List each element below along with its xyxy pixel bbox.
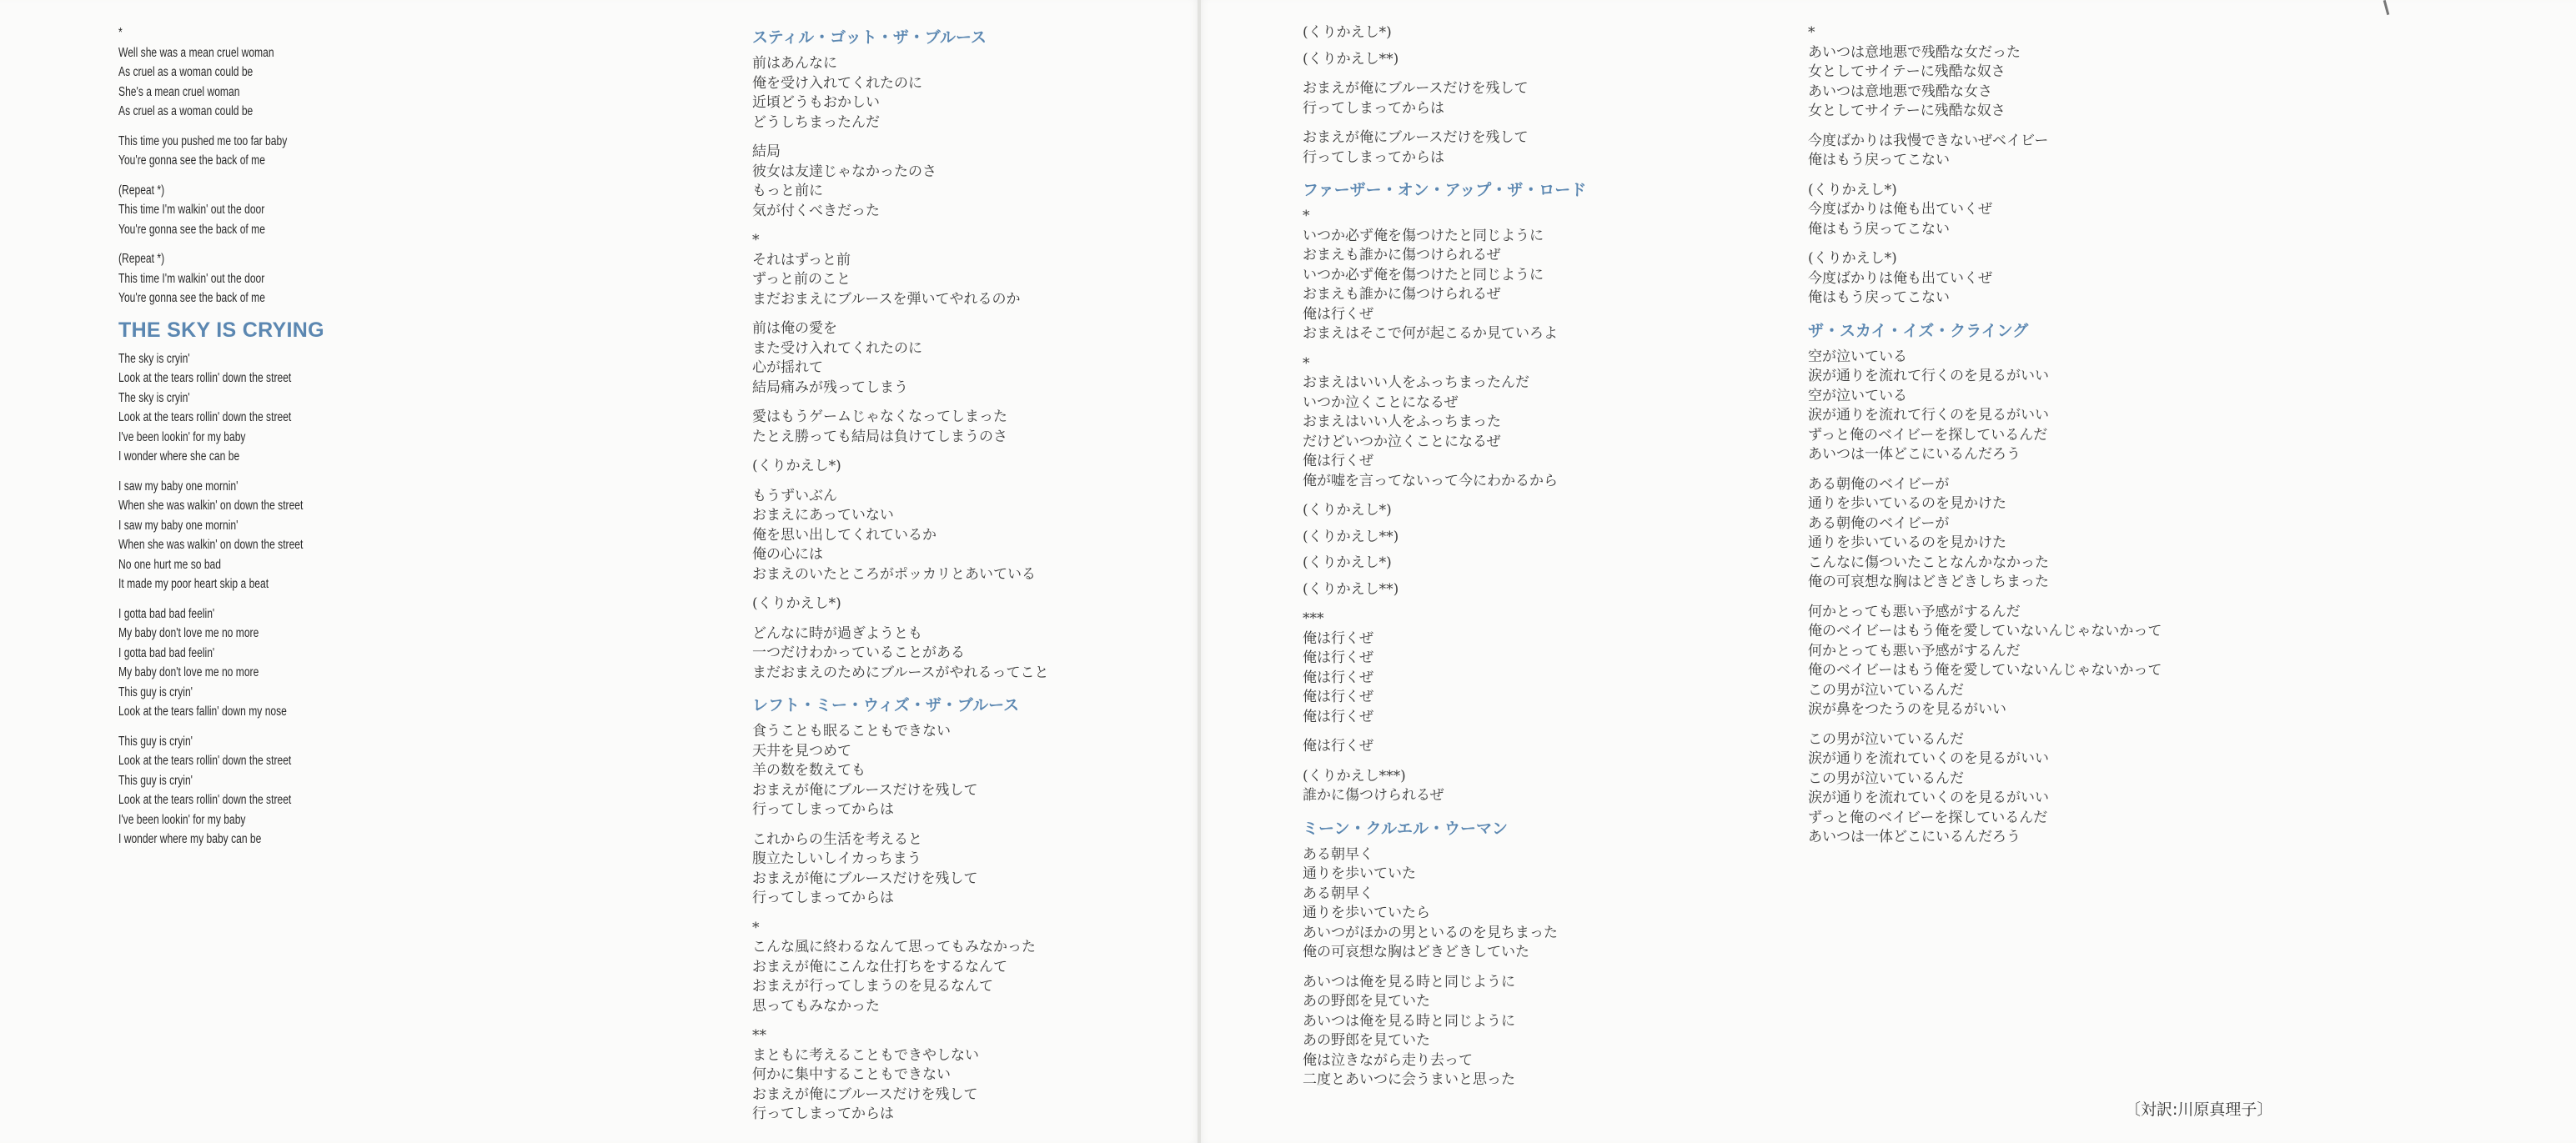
lyric-line: どんなに時が過ぎようとも: [752, 624, 922, 642]
lyric-line: ある朝俺のベイビーが: [1808, 475, 1950, 493]
lyric-line: あいつがほかの男といるのを見ちまった: [1303, 924, 1558, 941]
verse: [118, 249, 585, 308]
lyric-line: いつか必ず俺を傷つけたと同じように: [1303, 266, 1544, 283]
lyric-line: もっと前に: [752, 183, 823, 199]
lyric-line: 何かに集中することもできない: [752, 1066, 951, 1083]
verse: [1303, 767, 1770, 806]
lyric-line: I saw my baby one mornin': [118, 518, 239, 533]
lyric-line: 行ってしまってからは: [752, 890, 894, 906]
lyric-line: おまえが俺にブルースだけを残して: [1303, 129, 1529, 146]
lyric-line: 何かとっても悪い予感がするんだ: [1808, 603, 2021, 620]
lyric-line: (くりかえし***): [1303, 767, 1406, 785]
lyric-line: あいつは一体どこにいるんだろう: [1808, 829, 2021, 845]
lyric-line: 涙が鼻をつたうのを見るがいい: [1808, 701, 2006, 718]
lyrics-column-4: [1808, 23, 2325, 858]
verse: [1303, 501, 1770, 521]
verse: [752, 408, 1219, 447]
lyric-line: *: [1808, 24, 1815, 41]
lyric-line: 俺を思い出してくれているか: [752, 526, 936, 544]
verse: [1303, 354, 1770, 492]
lyric-line: This time I'm walkin' out the door: [118, 203, 265, 217]
lyric-line: My baby don't love me no more: [118, 626, 259, 640]
verse: [1808, 475, 2325, 593]
lyric-line: 俺が嘘を言ってないって今にわかるから: [1303, 472, 1558, 489]
lyric-line: 心が揺れて: [752, 359, 823, 376]
lyric-line: これからの生活を考えると: [752, 830, 922, 848]
lyric-line: (くりかえし*): [1808, 181, 1897, 198]
lyric-line: この男が泣いているんだ: [1808, 730, 1964, 748]
lyric-line: As cruel as a woman could be: [118, 104, 254, 118]
lyric-line: こんな風に終わるなんて思ってもみなかった: [752, 939, 1036, 955]
verse: [1303, 23, 1770, 43]
lyric-line: たとえ勝っても結局は負けてしまうのさ: [752, 428, 1007, 445]
lyric-line: 涙が通りを流れて行くのを見るがいい: [1808, 368, 2049, 384]
lyric-line: (Repeat *): [118, 252, 165, 266]
lyric-line: あいつは一体どこにいるんだろう: [1808, 446, 2021, 463]
lyric-line: When she was walkin' on down the street: [118, 538, 304, 552]
lyric-line: (Repeat *): [118, 183, 165, 198]
lyric-line: (くりかえし*): [752, 595, 841, 612]
lyric-line: 前はあんなに: [752, 55, 837, 72]
lyric-line: 二度とあいつに会うまいと思った: [1303, 1071, 1515, 1088]
lyric-line: This guy is cryin': [118, 773, 193, 788]
lyric-line: ***: [1303, 610, 1324, 627]
lyric-line: 行ってしまってからは: [1303, 99, 1444, 117]
lyric-line: 空が泣いている: [1808, 348, 1907, 365]
lyric-line: おまえはそこで何が起こるか見ていろよ: [1303, 325, 1558, 342]
lyric-line: I've been lookin' for my baby: [118, 429, 246, 444]
lyric-line: 行ってしまってからは: [1303, 148, 1444, 166]
verse: [1808, 603, 2325, 720]
lyric-line: 俺は行くぜ: [1303, 738, 1373, 754]
lyric-line: You're gonna see the back of me: [118, 222, 265, 237]
lyric-line: おまえが俺にブルースだけを残して: [752, 781, 978, 799]
lyric-line: 俺は行くぜ: [1303, 689, 1373, 705]
verse: [752, 54, 1219, 133]
verse: [1808, 249, 2325, 308]
song-title: ミーン・クルエル・ウーマン: [1303, 819, 1509, 838]
lyric-line: ある朝早く: [1303, 885, 1373, 902]
lyric-line: *: [1303, 354, 1310, 372]
lyric-line: 彼女は友達じゃなかったのさ: [752, 163, 936, 180]
lyric-line: This time I'm walkin' out the door: [118, 271, 265, 286]
lyric-line: (くりかえし*): [752, 458, 841, 474]
lyric-line: (くりかえし*): [1303, 502, 1392, 519]
lyric-line: 前は俺の愛を: [752, 320, 837, 337]
verse: [118, 181, 585, 240]
lyric-line: Look at the tears rollin' down the street: [118, 754, 292, 768]
lyric-line: 空が泣いている: [1808, 387, 1907, 404]
lyric-line: 俺は泣きながら走り去って: [1303, 1051, 1473, 1069]
lyric-line: 羊の数を数えても: [752, 762, 866, 779]
verse: [118, 477, 585, 594]
verse: [752, 722, 1219, 820]
lyric-line: 俺の心には: [752, 546, 823, 563]
translation-credit: 〔対訳:川原真理子〕: [2125, 1100, 2273, 1119]
lyric-line: *: [752, 232, 760, 248]
lyric-line: まだおまえにブルースを弾いてやれるのか: [752, 290, 1021, 308]
lyric-line: You're gonna see the back of me: [118, 153, 265, 168]
lyric-line: **: [752, 1027, 766, 1044]
lyric-line: いつか必ず俺を傷つけたと同じように: [1303, 227, 1544, 244]
lyric-line: 通りを歩いているのを見かけた: [1808, 534, 2006, 551]
lyric-line: おまえにあっていない: [752, 507, 894, 524]
lyric-line: 通りを歩いていたら: [1303, 905, 1430, 921]
lyric-line: 俺はもう戻ってこない: [1808, 220, 1950, 238]
lyric-line: 俺は行くぜ: [1303, 305, 1373, 323]
verse: [752, 594, 1219, 614]
lyric-line: This guy is cryin': [118, 734, 193, 749]
verse: [752, 830, 1219, 909]
lyric-line: 俺の可哀想な胸はどきどきしちまった: [1808, 574, 2049, 590]
verse: [1303, 207, 1770, 344]
lyric-line: 何かとっても悪い予感がするんだ: [1808, 642, 2021, 659]
lyric-line: おまえが俺にブルースだけを残して: [1303, 80, 1529, 97]
lyric-line: だけどいつか泣くことになるぜ: [1303, 433, 1501, 450]
lyric-line: 結局痛みが残ってしまう: [752, 378, 908, 396]
lyric-line: My baby don't love me no more: [118, 665, 259, 679]
lyric-line: ずっと俺のベイビーを探しているんだ: [1808, 809, 2048, 826]
lyric-line: (くりかえし*): [1808, 250, 1897, 267]
lyric-line: The sky is cryin': [118, 351, 190, 366]
lyric-line: ある朝俺のベイビーが: [1808, 514, 1950, 532]
lyric-line: 今度ばかりは俺も出ていくぜ: [1808, 269, 1992, 287]
lyric-line: 気が付くべきだった: [752, 202, 880, 219]
verse: [752, 231, 1219, 309]
lyric-line: (くりかえし*): [1303, 24, 1392, 41]
lyric-line: She's a mean cruel woman: [118, 84, 240, 99]
lyric-line: ずっと俺のベイビーを探しているんだ: [1808, 426, 2048, 444]
lyric-line: Look at the tears rollin' down the street: [118, 410, 292, 424]
lyric-line: まだおまえのためにブルースがやれるってこと: [752, 664, 1049, 681]
lyric-line: 俺は行くぜ: [1303, 708, 1373, 725]
verse: [1303, 973, 1770, 1090]
lyric-line: (くりかえし**): [1303, 580, 1399, 598]
lyric-line: Look at the tears fallin' down my nose: [118, 704, 287, 719]
lyric-line: おまえはいい人をふっちまったんだ: [1303, 374, 1529, 391]
lyric-line: 女としてサイテーに残酷な奴さ: [1808, 63, 2006, 80]
lyric-line: I gotta bad bad feelin': [118, 606, 215, 621]
verse: [1303, 554, 1770, 574]
lyric-line: 結局: [752, 143, 781, 160]
lyric-line: Look at the tears rollin' down the street: [118, 371, 292, 385]
song-title: THE SKY IS CRYING: [118, 318, 324, 342]
lyric-line: (くりかえし**): [1303, 528, 1399, 545]
lyric-line: あいつは俺を見る時と同じように: [1303, 1012, 1515, 1030]
lyric-line: 俺はもう戻ってこない: [1808, 152, 1950, 168]
verse: [1808, 23, 2325, 122]
lyric-line: あいつは意地悪で残酷な女さ: [1808, 83, 1992, 100]
lyric-line: 今度ばかりは我慢できないぜベイビー: [1808, 132, 2049, 149]
lyric-line: I saw my baby one mornin': [118, 479, 239, 494]
lyric-line: 涙が通りを流れて行くのを見るがいい: [1808, 407, 2049, 424]
lyric-line: あいつは俺を見る時と同じように: [1303, 973, 1515, 990]
lyric-line: 天井を見つめて: [752, 742, 851, 759]
lyric-line: おまえも誰かに傷つけられるぜ: [1303, 286, 1501, 303]
lyric-line: あの野郎を見ていた: [1303, 993, 1430, 1010]
lyrics-column-2: [752, 23, 1219, 1135]
lyric-line: 涙が通りを流れていくのを見るがいい: [1808, 750, 2049, 767]
lyric-line: 行ってしまってからは: [752, 1105, 894, 1122]
lyric-line: *: [752, 919, 760, 936]
lyric-line: 愛はもうゲームじゃなくなってしまった: [752, 409, 1007, 425]
lyric-line: I've been lookin' for my baby: [118, 812, 246, 827]
lyric-line: おまえが俺にこんな仕打ちをするなんて: [752, 958, 1007, 975]
lyric-line: 俺を受け入れてくれたのに: [752, 74, 922, 92]
verse: [1808, 730, 2325, 848]
verse: [752, 487, 1219, 585]
lyric-line: As cruel as a woman could be: [118, 65, 254, 79]
lyric-line: When she was walkin' on down the street: [118, 499, 304, 513]
lyric-line: まともに考えることもできやしない: [752, 1046, 979, 1064]
lyric-line: この男が泣いているんだ: [1808, 681, 1964, 699]
lyric-line: おまえも誰かに傷つけられるぜ: [1303, 247, 1501, 263]
lyric-line: 一つだけわかっていることがある: [752, 644, 965, 661]
verse: [1303, 580, 1770, 600]
verse: [752, 457, 1219, 477]
lyrics-column-3: [1303, 23, 1770, 1100]
verse: [752, 1026, 1219, 1125]
lyric-line: (くりかえし**): [1303, 50, 1399, 68]
lyric-line: 思ってもみなかった: [752, 997, 880, 1015]
lyric-line: おまえが俺にブルースだけを残して: [752, 870, 978, 887]
lyric-line: 涙が通りを流れていくのを見るがいい: [1808, 790, 2049, 806]
verse: [118, 604, 585, 722]
lyric-line: It made my poor heart skip a beat: [118, 577, 269, 591]
lyric-line: あいつは意地悪で残酷な女だった: [1808, 43, 2021, 61]
lyric-line: また受け入れてくれたのに: [752, 339, 922, 357]
lyric-line: *: [118, 26, 123, 40]
lyric-line: 俺のベイビーはもう俺を愛していないんじゃないかって: [1808, 662, 2162, 679]
lyric-line: 近頃どうもおかしい: [752, 94, 880, 111]
lyric-line: 通りを歩いているのを見かけた: [1808, 495, 2006, 512]
lyric-line: 食うことも眠ることもできない: [752, 723, 951, 739]
lyric-line: 女としてサイテーに残酷な奴さ: [1808, 103, 2006, 119]
verse: [1808, 132, 2325, 171]
lyric-line: どうしちまったんだ: [752, 113, 880, 131]
lyric-line: 行ってしまってからは: [752, 801, 894, 818]
verse: [752, 319, 1219, 398]
lyric-line: 俺のベイビーはもう俺を愛していないんじゃないかって: [1808, 623, 2162, 639]
lyric-line: 俺は行くぜ: [1303, 453, 1373, 469]
verse: [752, 143, 1219, 221]
lyric-line: 腹立たしいしイカっちまう: [752, 850, 921, 867]
lyric-line: The sky is cryin': [118, 390, 190, 405]
lyric-line: おまえのいたところがポッカリとあいている: [752, 565, 1036, 583]
verse: [1808, 181, 2325, 240]
verse: [118, 132, 585, 171]
lyric-line: 通りを歩いていた: [1303, 865, 1416, 882]
song-title: スティル・ゴット・ザ・ブルース: [752, 28, 987, 47]
lyric-line: おまえはいい人をふっちまった: [1303, 414, 1501, 430]
lyric-line: 俺はもう戻ってこない: [1808, 289, 1950, 306]
verse: [1303, 609, 1770, 727]
verse: [118, 349, 585, 467]
lyric-line: 俺は行くぜ: [1303, 649, 1373, 666]
verse: [1808, 348, 2325, 465]
lyric-line: *: [1303, 208, 1310, 224]
song-title: ファーザー・オン・アップ・ザ・ロード: [1303, 181, 1587, 199]
lyric-line: こんなに傷ついたことなんかなかった: [1808, 554, 2049, 571]
lyric-line: I wonder where she can be: [118, 449, 240, 464]
song-title: ザ・スカイ・イズ・クライング: [1808, 321, 2029, 340]
verse: [1303, 737, 1770, 757]
lyric-line: (くりかえし*): [1303, 554, 1392, 571]
verse: [752, 624, 1219, 684]
verse: [1303, 845, 1770, 963]
lyric-line: Look at the tears rollin' down the street: [118, 793, 292, 807]
verse: [118, 23, 585, 122]
lyric-line: おまえが俺にブルースだけを残して: [752, 1085, 978, 1103]
lyric-line: This time you pushed me too far baby: [118, 133, 288, 148]
lyric-line: おまえが行ってしまうのを見るなんて: [752, 978, 993, 995]
lyric-line: This guy is cryin': [118, 684, 193, 699]
lyric-line: 俺の可哀想な胸はどきどきしていた: [1303, 944, 1529, 960]
lyric-line: 今度ばかりは俺も出ていくぜ: [1808, 201, 1992, 218]
verse: [1303, 128, 1770, 168]
lyric-line: I gotta bad bad feelin': [118, 645, 215, 660]
lyric-line: ずっと前のこと: [752, 271, 851, 288]
lyric-line: Well she was a mean cruel woman: [118, 45, 274, 60]
verse: [1303, 528, 1770, 548]
lyric-line: 俺は行くぜ: [1303, 629, 1373, 647]
verse: [752, 919, 1219, 1017]
verse: [118, 732, 585, 850]
lyric-line: この男が泣いているんだ: [1808, 770, 1964, 787]
lyric-line: 誰かに傷つけられるぜ: [1303, 787, 1444, 804]
lyrics-column-1: [118, 23, 585, 860]
lyric-line: You're gonna see the back of me: [118, 291, 265, 305]
lyric-line: あの野郎を見ていた: [1303, 1032, 1430, 1049]
lyric-line: I wonder where my baby can be: [118, 832, 262, 846]
lyric-line: No one hurt me so bad: [118, 557, 221, 572]
lyric-line: ある朝早く: [1303, 845, 1373, 863]
lyric-line: 俺は行くぜ: [1303, 669, 1373, 686]
lyric-line: いつか泣くことになるぜ: [1303, 394, 1459, 411]
verse: [1303, 50, 1770, 70]
lyric-line: それはずっと前: [752, 251, 851, 268]
song-title: レフト・ミー・ウィズ・ザ・ブルース: [752, 696, 1020, 714]
lyric-line: もうずいぶん: [752, 487, 837, 504]
verse: [1303, 79, 1770, 118]
